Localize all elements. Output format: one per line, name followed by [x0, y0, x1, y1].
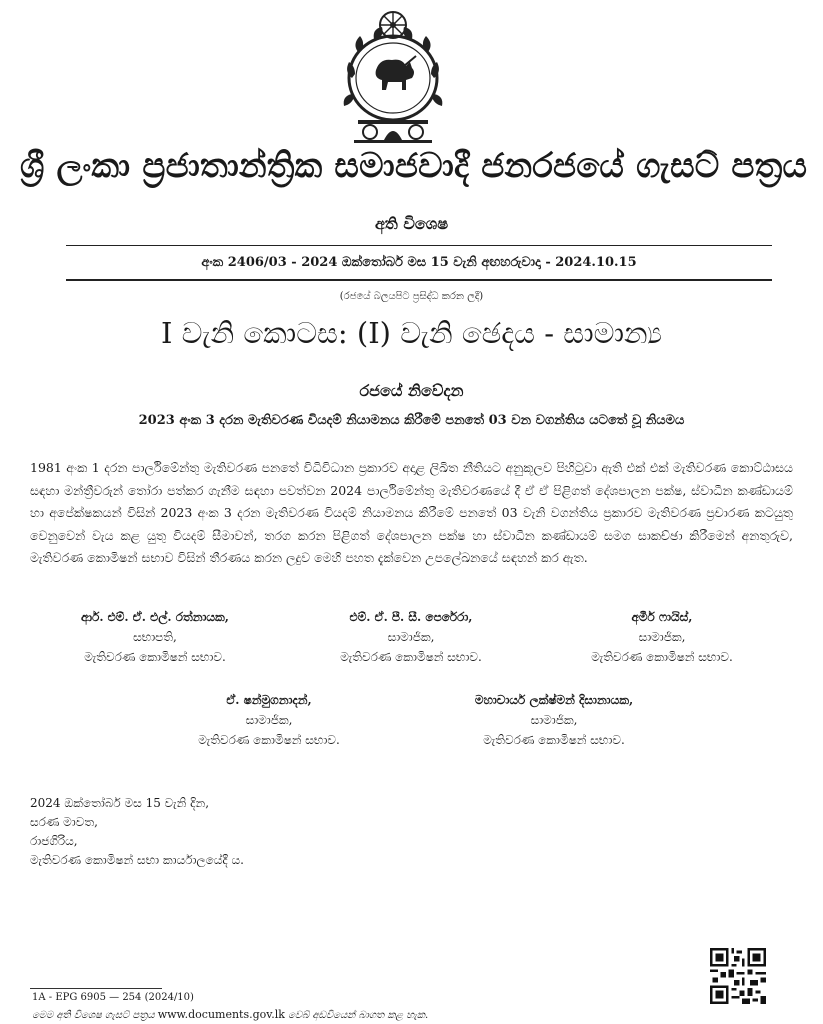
date-line: 2024 ඔක්තෝබර් මස 15 වැනි දින, — [30, 796, 210, 810]
signatory — [439, 690, 669, 750]
part-section-title: I වැනි කොටස: (I) වැනි ඡෙදය - සාමාන්‍ය — [160, 316, 662, 350]
regulation-title: 2023 අංක 3 දරන මැතිවරණ වියදම් නියාමනය කිරීමේ පනතේ 03 වන වගන්තිය යටතේ වූ නියමය — [138, 413, 685, 428]
qr-code-icon[interactable] — [710, 948, 766, 1004]
signatory-body: මැතිවරණ කොමිෂන් සභාව. — [340, 650, 482, 664]
website-link[interactable]: www.documents.gov.lk — [157, 1008, 285, 1021]
signatory-role: සාමාජික, — [387, 630, 435, 644]
signatory-body: මැතිවරණ කොමිෂන් සභාව. — [483, 733, 625, 747]
signatory-name: ඒ. ෂන්මුගනාදන්, — [226, 693, 312, 707]
signatory-role: සාමාජික, — [530, 713, 578, 727]
signatory-name: මහාචාර්ය ලක්ෂ්මන් දිසානායක, — [474, 693, 634, 707]
header-rule-bottom — [66, 279, 772, 281]
header-rule-top — [66, 245, 772, 246]
footer-rule — [30, 988, 162, 989]
signatory-body: මැතිවරණ කොමිෂන් සභාව. — [198, 733, 340, 747]
signatory — [547, 607, 777, 667]
signatory-name: අමීර් ෆායිස්, — [631, 610, 693, 624]
date-place-block — [30, 794, 244, 870]
state-emblem-icon — [338, 8, 448, 146]
signatory — [40, 607, 270, 667]
signatory-role: සභාපති, — [133, 630, 177, 644]
download-note-text: වෙබ් අඩවියෙන් බාගත කළ හැක. — [284, 1010, 429, 1021]
print-code: 1A - EPG 6905 — 254 (2024/10) — [32, 992, 194, 1003]
published-by-authority: (රජයේ බලයපිට ප්‍රසිද්ධ කරන ලදී) — [339, 291, 484, 302]
signatory-role: සාමාජික, — [245, 713, 293, 727]
notice-body: 1981 අංක 1 දරන පාර්ලිමේන්තු මැතිවරණ පනතේ විධිවිධාන ප්‍රකාරව අදාළ ලිඛිත නීතියට අනුකූලව පිහිටුවා ඇති එක් එක් මැතිවරණ කොට්ඨාසය සඳහා මන්ත්‍රීවරුන් තෝරා පත්කර ගැනීම සඳහා පවත්වන 2024 පාර්ලිමේන්තු මැතිවරණයේ දී ඒ ඒ පිළිගත් දේශපාලන පක්ෂ, ස්වාධීන කණ්ඩායම් හා අපේක්ෂකයන් විසින් 2023 අංක 3 දරන මැතිවරණ වියදම් නියාමනය කිරීමේ පනතේ 03 වැනි වගන්තිය ප්‍රකාරව මැතිවරණ ප්‍රචාරණ කටයුතු වෙනුවෙන් වැය කළ යුතු වියදම් සීමාවන්, තරග කරන පිළිගත් දේශපාලන පක්ෂ හා ස්වාධීන කණ්ඩායම් සමග සාකච්ඡා කිරීමෙන් අනතුරුව, මැතිවරණ කොමිෂන් සභාව විසින් තීරණය කරන ලදුව මෙහි පහත දැක්වෙන උපලේඛනයේ සඳහන් කර ඇත. — [30, 460, 793, 565]
signatory-body: මැතිවරණ කොමිෂන් සභාව. — [84, 650, 226, 664]
address-line: සරණ මාවත, — [30, 815, 98, 829]
gazette-extraordinary-label: අති විශෙෂ — [374, 214, 449, 233]
signatory-name: එම්. ඒ. පී. සී. පෙරේරා, — [349, 610, 473, 624]
gazette-title: ශ්‍රී ලංකා ප්‍රජාතාන්ත්‍රික සමාජවාදී ජනරජයේ ගැසට් පත්‍රය — [20, 146, 808, 186]
address-line: රාජගිරිය, — [30, 834, 78, 848]
signatory — [296, 607, 526, 667]
signatory — [154, 690, 384, 750]
signatory-body: මැතිවරණ කොමිෂන් සභාව. — [591, 650, 733, 664]
signatory-role: සාමාජික, — [638, 630, 686, 644]
issue-line: අංක 2406/03 - 2024 ඔක්තෝබර් මස 15 වැනි අඟහරුවාදා - 2024.10.15 — [201, 255, 637, 270]
download-note — [32, 1008, 428, 1021]
download-note-text: මෙම අති විශෙෂ ගැසට් පත්‍රය — [32, 1010, 158, 1021]
signatory-name: ආර්. එම්. ඒ. එල්. රත්නායක, — [81, 610, 229, 624]
notice-heading: රජයේ නිවේදන — [359, 381, 464, 400]
office-line: මැතිවරණ කොමිෂන් සභා කාර්යාලයේදී ය. — [30, 853, 244, 867]
